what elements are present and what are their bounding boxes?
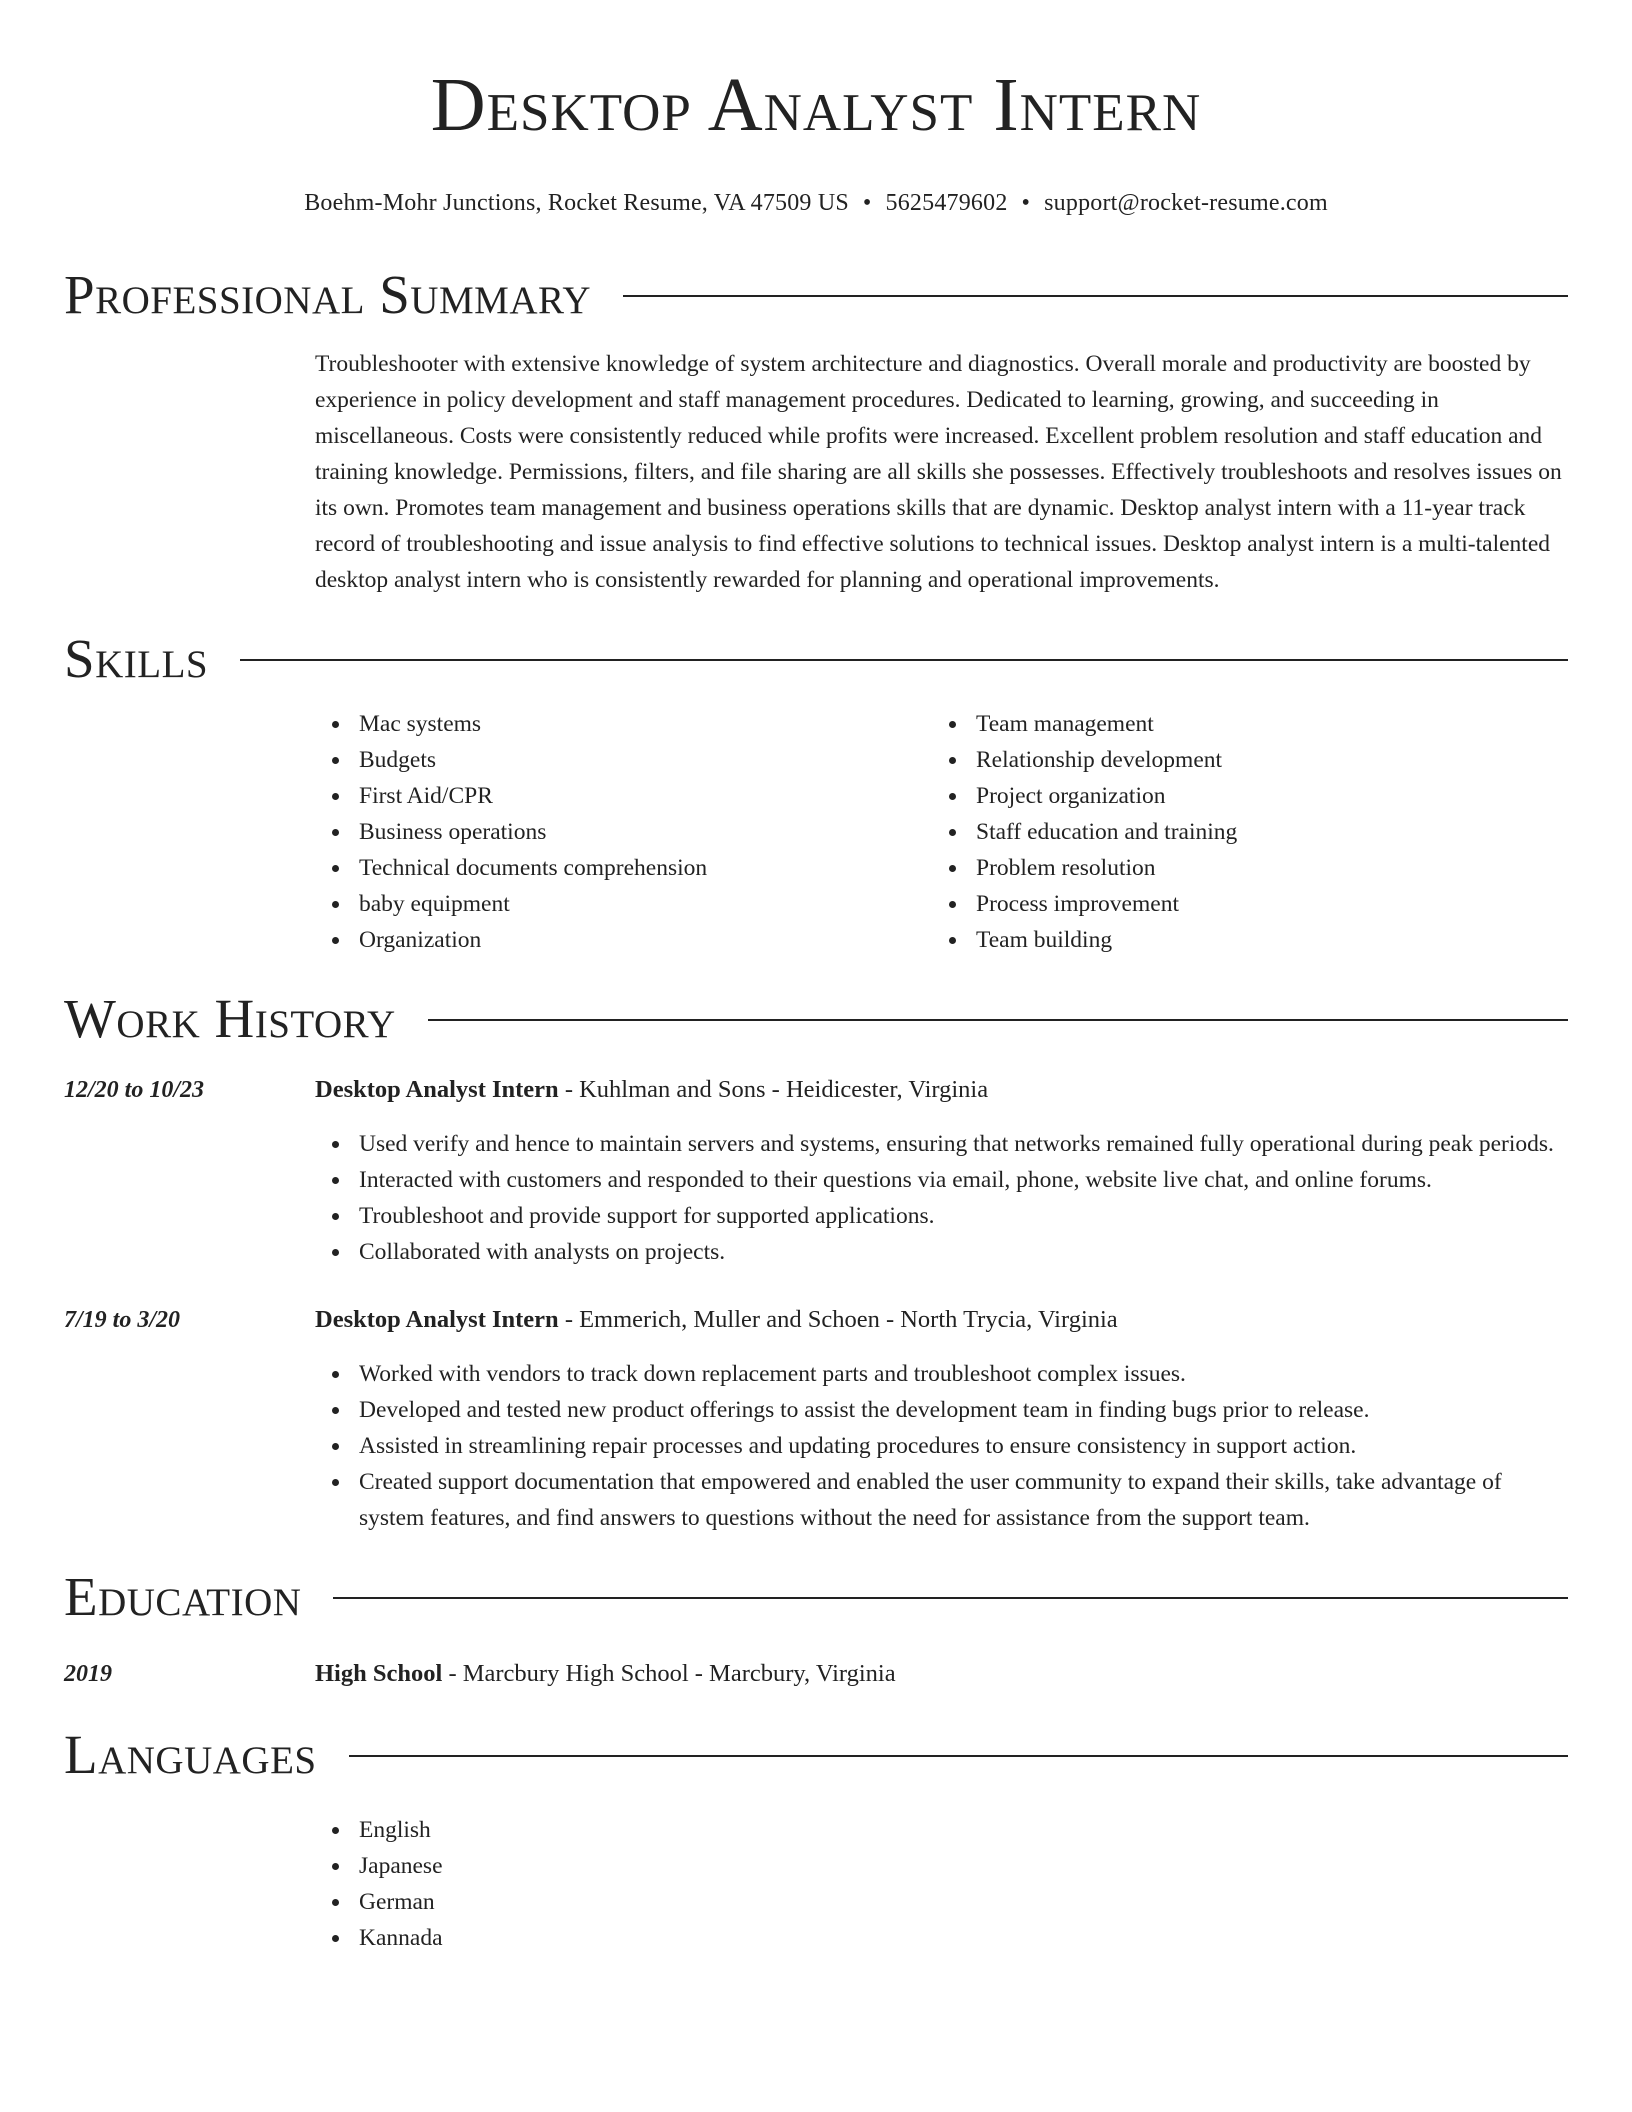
- work-title-line: [315, 1302, 1568, 1338]
- work-date: 7/19 to 3/20: [64, 1307, 181, 1333]
- skill-item: Mac systems: [315, 706, 932, 742]
- skill-item: Problem resolution: [932, 850, 1549, 886]
- skill-item: Relationship development: [932, 742, 1549, 778]
- section-divider: [333, 1597, 1568, 1599]
- job-title: Desktop Analyst Intern: [315, 1306, 559, 1333]
- languages-list: [315, 1812, 1568, 1956]
- work-entry: [64, 1302, 1568, 1536]
- summary-text: Troubleshooter with extensive knowledge of system architecture and diagnostics. Overall morale and productivity are boosted by experience in policy development and staff management procedures. Dedicated to learning, growing, and succeeding in miscellaneous. Costs were consistently reduced while profits were increased. Excellent problem resolution and staff education and training knowledge. Permissions, filters, and file sharing are all skills she possesses. Effectively troubleshoots and resolves issues on its own. Promotes team management and business operations skills that are dynamic. Desktop analyst intern with a 11-year track record of troubleshooting and issue analysis to find effective solutions to technical issues. Desktop analyst intern is a multi-talented desktop analyst intern who is consistently rewarded for planning and operational improvements.: [315, 351, 1562, 593]
- work-heading: Work History: [64, 988, 396, 1049]
- language-item: German: [315, 1884, 1568, 1920]
- job-bullet: Developed and tested new product offerings to assist the development team in finding bugs prior to release.: [315, 1392, 1568, 1428]
- summary-heading: Professional Summary: [64, 264, 592, 325]
- job-bullet: Used verify and hence to maintain servers and systems, ensuring that networks remained fully operational during peak periods.: [315, 1126, 1568, 1162]
- work-content: [315, 1072, 1568, 1270]
- language-item: English: [315, 1812, 1568, 1848]
- job-bullet: Interacted with customers and responded to their questions via email, phone, website live chat, and online forums.: [315, 1162, 1568, 1198]
- education-content: [315, 1656, 1568, 1692]
- education-title-line: [315, 1656, 1568, 1692]
- education-degree: High School: [315, 1660, 443, 1687]
- skill-item: Team building: [932, 922, 1549, 958]
- education-date: 2019: [64, 1661, 112, 1687]
- skills-column-right: [932, 706, 1549, 958]
- job-bullet: Created support documentation that empowered and enabled the user community to expand their skills, take advantage of system features, and find answers to questions without the need for assistance from the support team.: [315, 1464, 1568, 1536]
- skill-item: Budgets: [315, 742, 932, 778]
- job-details: - Emmerich, Muller and Schoen - North Trycia, Virginia: [558, 1306, 1118, 1333]
- summary-section-header: [64, 264, 1568, 326]
- work-title-line: [315, 1072, 1568, 1108]
- contact-separator: •: [1021, 190, 1031, 216]
- skill-item: First Aid/CPR: [315, 778, 932, 814]
- education-details: - Marcbury High School - Marcbury, Virginia: [442, 1660, 896, 1687]
- work-entry: [64, 1072, 1568, 1270]
- skill-item: Organization: [315, 922, 932, 958]
- languages-bullets: [315, 1812, 1568, 1956]
- resume-name: Desktop Analyst Intern: [430, 63, 1202, 147]
- job-bullet: Collaborated with analysts on projects.: [315, 1234, 1568, 1270]
- education-entry: [64, 1656, 1568, 1692]
- job-title: Desktop Analyst Intern: [315, 1076, 559, 1103]
- skill-item: Project organization: [932, 778, 1549, 814]
- education-heading: Education: [64, 1566, 302, 1627]
- section-divider: [349, 1755, 1568, 1757]
- contact-separator: •: [862, 190, 872, 216]
- languages-section-header: [64, 1724, 1568, 1786]
- skills-column-left: [315, 706, 932, 958]
- skill-item: Technical documents comprehension: [315, 850, 932, 886]
- job-bullets: [315, 1126, 1568, 1270]
- skill-item: Process improvement: [932, 886, 1549, 922]
- skill-item: baby equipment: [315, 886, 932, 922]
- skills-list: [315, 706, 1568, 958]
- contact-phone: 5625479602: [885, 190, 1008, 216]
- job-bullet: Worked with vendors to track down replacement parts and troubleshoot complex issues.: [315, 1356, 1568, 1392]
- job-bullet: Troubleshoot and provide support for supported applications.: [315, 1198, 1568, 1234]
- skill-item: Team management: [932, 706, 1549, 742]
- skills-section-header: [64, 628, 1568, 690]
- contact-email: support@rocket-resume.com: [1044, 190, 1328, 216]
- work-content: [315, 1302, 1568, 1536]
- education-section-header: [64, 1566, 1568, 1628]
- job-bullets: [315, 1356, 1568, 1536]
- work-date: 12/20 to 10/23: [64, 1077, 205, 1103]
- section-divider: [240, 659, 1568, 661]
- section-divider: [428, 1019, 1568, 1021]
- job-details: - Kuhlman and Sons - Heidicester, Virginia: [558, 1076, 989, 1103]
- languages-heading: Languages: [64, 1724, 317, 1785]
- skills-heading: Skills: [64, 628, 209, 689]
- language-item: Kannada: [315, 1920, 1568, 1956]
- skill-item: Staff education and training: [932, 814, 1549, 850]
- contact-line: [64, 188, 1568, 218]
- contact-address: Boehm-Mohr Junctions, Rocket Resume, VA 47509 US: [304, 190, 849, 216]
- work-section-header: [64, 988, 1568, 1050]
- skill-item: Business operations: [315, 814, 932, 850]
- resume-page: [64, 0, 1568, 1956]
- section-divider: [623, 295, 1568, 297]
- job-bullet: Assisted in streamlining repair processes and updating procedures to ensure consistency in support action.: [315, 1428, 1568, 1464]
- language-item: Japanese: [315, 1848, 1568, 1884]
